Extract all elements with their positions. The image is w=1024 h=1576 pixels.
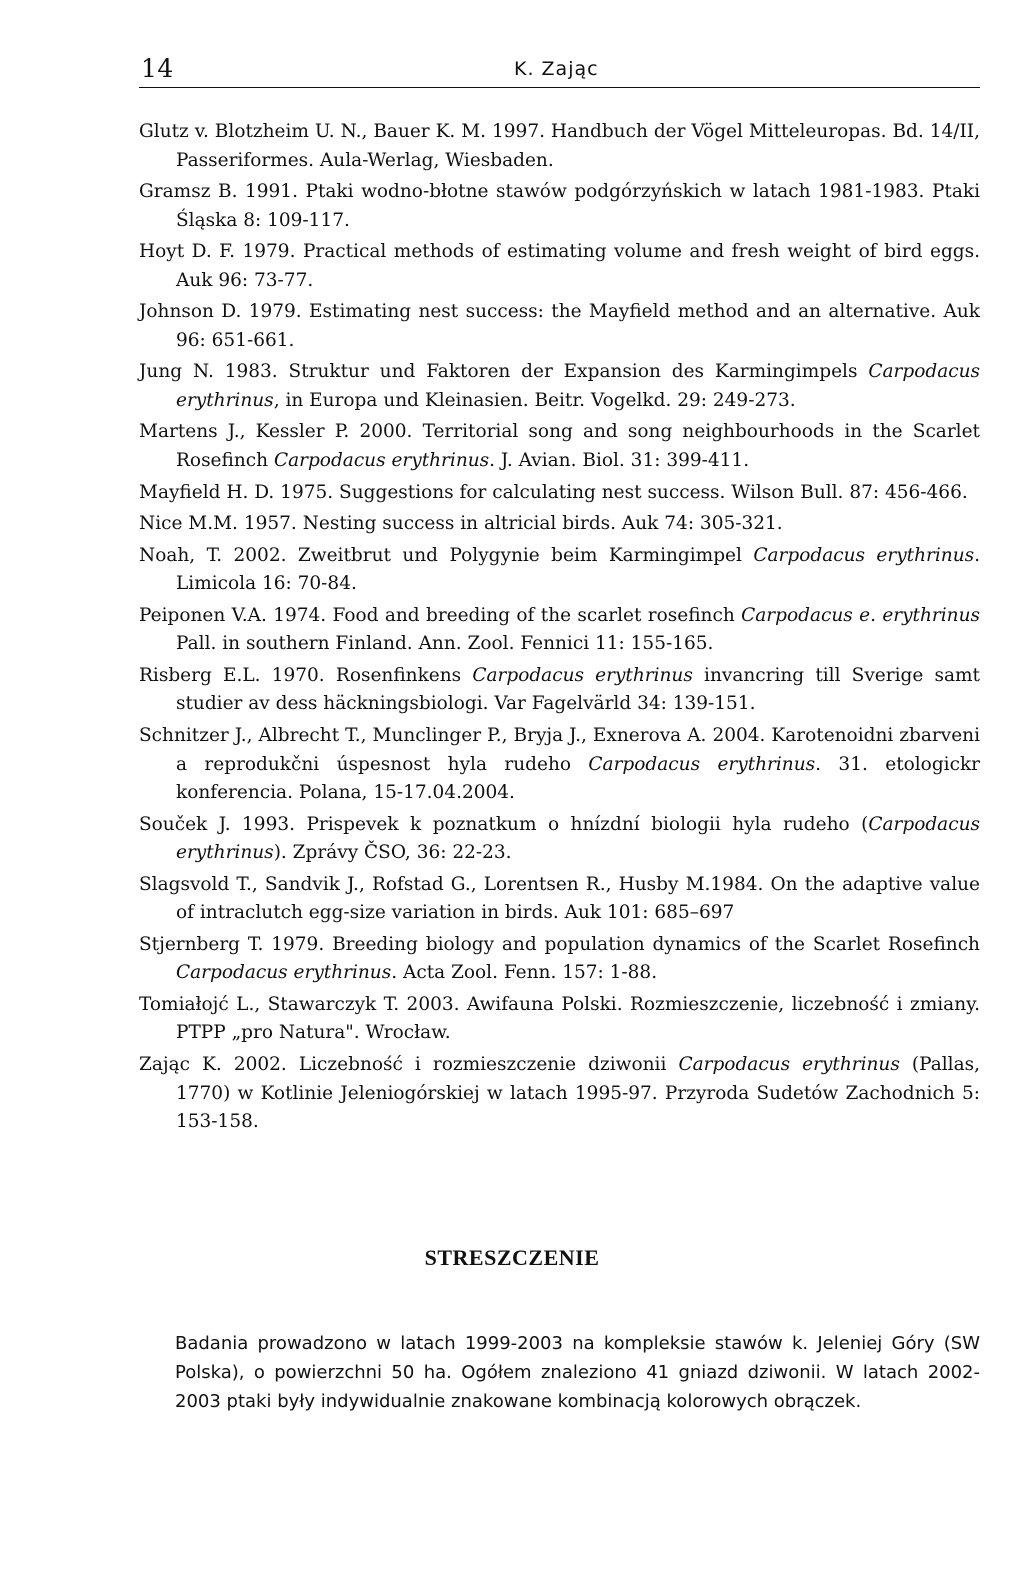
- reference-item: Souček J. 1993. Prispevek k poznatkum o hnízdní biologii hyla rudeho (Carpodacus erythrinus). Zprávy ČSO, 36: 22-23.: [139, 813, 980, 864]
- reference-item: Peiponen V.A. 1974. Food and breeding of the scarlet rosefinch Carpodacus e. erythrinus Pall. in southern Finland. Ann. Zool. Fennici 11: 155-165.: [139, 604, 980, 655]
- species-name: Carpodacus erythrinus: [176, 962, 392, 984]
- header-rule: [139, 87, 980, 88]
- reference-item: Mayfield H. D. 1975. Suggestions for calculating nest success. Wilson Bull. 87: 456-466.: [139, 481, 968, 503]
- summary-title: STRESZCZENIE: [424, 1245, 600, 1270]
- reference-item: Nice M.M. 1957. Nesting success in altricial birds. Auk 74: 305-321.: [139, 513, 783, 535]
- species-name: Carpodacus erythrinus: [472, 664, 693, 686]
- species-name: Carpodacus erythrinus: [176, 813, 980, 864]
- reference-item: Tomiałojć L., Stawarczyk T. 2003. Awifauna Polski. Rozmieszczenie, liczebność i zmiany. PTPP „pro Natura". Wrocław.: [139, 993, 980, 1044]
- reference-item: Jung N. 1983. Struktur und Faktoren der Expansion des Karmingimpels Carpodacus erythrinus, in Europa und Kleinasien. Beitr. Vogelkd. 29: 249-273.: [139, 361, 980, 411]
- species-name: Carpodacus erythrinus: [273, 449, 490, 471]
- summary-text: Badania prowadzono w latach 1999-2003 na kompleksie stawów k. Jeleniej Góry (SW Polska), o powierzchni 50 ha. Ogółem znaleziono 41 gniazd dziwonii. W latach 2002-2003 ptaki były indywidualnie znakowane kombinacją kolorowych obrączek.: [175, 1333, 980, 1412]
- species-name: Carpodacus erythrinus: [753, 544, 975, 566]
- running-head: K. Zając: [514, 58, 599, 80]
- reference-item: Hoyt D. F. 1979. Practical methods of estimating volume and fresh weight of bird eggs. Auk 96: 73-77.: [139, 241, 981, 291]
- species-name: Carpodacus e. erythrinus: [741, 604, 980, 626]
- species-name: Carpodacus erythrinus: [176, 361, 980, 411]
- reference-item: Noah, T. 2002. Zweitbrut und Polygynie beim Karmingimpel Carpodacus erythrinus. Limicola 16: 70-84.: [139, 544, 981, 595]
- reference-item: Glutz v. Blotzheim U. N., Bauer K. M. 1997. Handbuch der Vögel Mitteleuropas. Bd. 14/II, Passeriformes. Aula-Werlag, Wiesbaden.: [139, 121, 980, 171]
- reference-item: Johnson D. 1979. Estimating nest success: the Mayfield method and an alternative. Auk 96: 651-661.: [139, 301, 980, 351]
- reference-item: Zając K. 2002. Liczebność i rozmieszczenie dziwonii Carpodacus erythrinus (Pallas, 1770) w Kotlinie Jeleniogórskiej w latach 1995-97. Przyroda Sudetów Zachodnich 5: 153-158.: [139, 1054, 980, 1132]
- reference-item: Risberg E.L. 1970. Rosenfinkens Carpodacus erythrinus invancring till Sverige samt studier av dess häckningsbiologi. Var Fagelvärld 34: 139-151.: [139, 664, 980, 715]
- page-header: [139, 54, 980, 88]
- reference-item: Schnitzer J., Albrecht T., Munclinger P., Bryja J., Exnerova A. 2004. Karotenoidni zbarveni a reprodukčni úspesnost hyla rudeho Carpodacus erythrinus. 31. etologickr konferencia. Polana, 15-17.04.2004.: [139, 725, 980, 804]
- page-number: 14: [141, 54, 174, 83]
- reference-item: Gramsz B. 1991. Ptaki wodno-błotne stawów podgórzyńskich w latach 1981-1983. Ptaki Śląska 8: 109-117.: [139, 181, 980, 231]
- reference-item: Slagsvold T., Sandvik J., Rofstad G., Lorentsen R., Husby M.1984. On the adaptive value of intraclutch egg-size variation in birds. Auk 101: 685–697: [139, 873, 980, 924]
- reference-list: [139, 118, 980, 1140]
- reference-item: Martens J., Kessler P. 2000. Territorial song and song neighbourhoods in the Scarlet Rosefinch Carpodacus erythrinus. J. Avian. Biol. 31: 399-411.: [139, 421, 980, 471]
- species-name: Carpodacus erythrinus: [588, 753, 816, 775]
- reference-item: Stjernberg T. 1979. Breeding biology and population dynamics of the Scarlet Rosefinch Carpodacus erythrinus. Acta Zool. Fenn. 157: 1-88.: [139, 933, 980, 984]
- species-name: Carpodacus erythrinus: [678, 1054, 900, 1075]
